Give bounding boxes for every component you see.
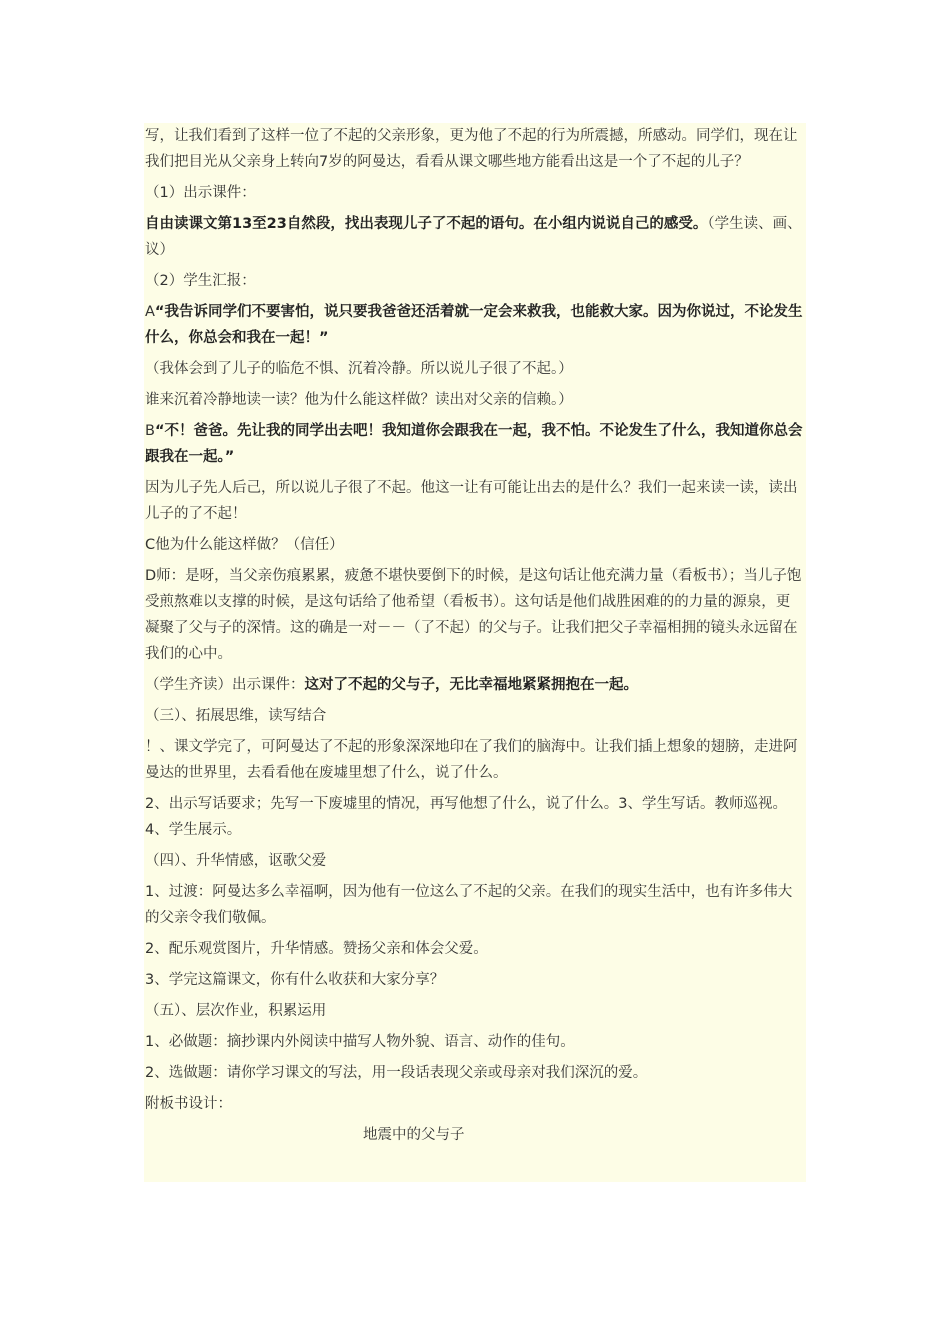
text-segment: （三）、拓展思维，读写结合 [145, 708, 327, 724]
paragraph-p6 [145, 356, 804, 382]
bold-text: “我告诉同学们不要害怕，说只要我爸爸还活着就一定会来救我，也能救大家。因为你说过，不论发生什么，你总会和我在一起！” [145, 304, 803, 346]
paragraph-p21 [145, 1029, 804, 1055]
paragraph-p14 [145, 734, 804, 786]
paragraph-p1 [145, 123, 804, 175]
paragraph-p18 [145, 936, 804, 962]
paragraph-p7 [145, 387, 804, 413]
text-segment: 2、出示写话要求；先写一下废墟里的情况，再写他想了什么，说了什么。3、学生写话。教师巡视。4、学生展示。 [145, 796, 787, 838]
text-segment: 写，让我们看到了这样一位了不起的父亲形象，更为他了不起的行为所震撼，所感动。同学们，现在让我们把目光从父亲身上转向7岁的阿曼达，看看从课文哪些地方能看出这是一个了不起的儿子？ [145, 128, 798, 170]
paragraph-p8 [145, 418, 804, 470]
highlighted-text-block [144, 123, 806, 1182]
bold-text: “不！爸爸。先让我的同学出去吧！我知道你会跟我在一起，我不怕。不论发生了什么，我知道你总会跟我在一起。” [145, 423, 803, 465]
paragraph-p10 [145, 532, 804, 558]
text-segment: （五）、层次作业，积累运用 [145, 1003, 327, 1019]
paragraph-p5 [145, 299, 804, 351]
text-segment: B [145, 423, 155, 439]
paragraph-p17 [145, 879, 804, 931]
board-title: 地震中的父与子 [363, 1127, 465, 1143]
text-segment: 3、学完这篇课文，你有什么收获和大家分享？ [145, 972, 445, 988]
paragraph-p13 [145, 703, 804, 729]
text-segment: A [145, 304, 155, 320]
paragraph-p3 [145, 211, 804, 263]
paragraph-p12 [145, 672, 804, 698]
text-segment: 1、必做题：摘抄课内外阅读中描写人物外貌、语言、动作的佳句。 [145, 1034, 575, 1050]
text-segment: （我体会到了儿子的临危不惧、沉着冷静。所以说儿子很了不起。） [145, 361, 573, 377]
text-segment: 2、配乐观赏图片，升华情感。赞扬父亲和体会父爱。 [145, 941, 488, 957]
text-segment: （1）出示课件： [145, 185, 256, 201]
bold-text: 自由读课文第13至23自然段，找出表现儿子了不起的语句。在小组内说说自己的感受。 [145, 216, 708, 232]
paragraph-p23 [145, 1091, 804, 1117]
paragraph-p22 [145, 1060, 804, 1086]
text-segment: D师：是呀，当父亲伤痕累累，疲惫不堪快要倒下的时候，是这句话让他充满力量（看板书）；当儿子饱受煎熬难以支撑的时候，是这句话给了他希望（看板书）。这句话是他们战胜困难的的力量的源泉，更凝聚了父与子的深情。这的确是一对－－（了不起）的父与子。让我们把父子幸福相拥的镜头永远留在我们的心中。 [145, 568, 802, 662]
text-segment: （2）学生汇报： [145, 273, 256, 289]
paragraph-p15 [145, 791, 804, 843]
text-segment: 2、选做题：请你学习课文的写法，用一段话表现父亲或母亲对我们深沉的爱。 [145, 1065, 648, 1081]
text-segment: （学生齐读）出示课件： [145, 677, 305, 693]
text-segment: 附板书设计： [145, 1096, 232, 1112]
paragraph-p4 [145, 268, 804, 294]
paragraph-p19 [145, 967, 804, 993]
paragraph-p9 [145, 475, 804, 527]
text-segment: C他为什么能这样做？（信任） [145, 537, 344, 553]
text-segment: 谁来沉着冷静地读一读？他为什么能这样做？读出对父亲的信赖。） [145, 392, 573, 408]
text-segment: （学生读、画、议） [145, 216, 802, 258]
text-segment: （四）、升华情感，讴歌父爱 [145, 853, 327, 869]
paragraph-p20 [145, 998, 804, 1024]
bold-text: 这对了不起的父与子，无比幸福地紧紧拥抱在一起。 [304, 677, 638, 693]
paragraph-p2 [145, 180, 804, 206]
text-segment: ！、课文学完了，可阿曼达了不起的形象深深地印在了我们的脑海中。让我们插上想象的翅膀，走进阿曼达的世界里，去看看他在废墟里想了什么，说了什么。 [145, 739, 798, 781]
text-segment: 因为儿子先人后己，所以说儿子很了不起。他这一让有可能让出去的是什么？我们一起来读一读，读出儿子的了不起！ [145, 480, 798, 522]
paragraph-p11 [145, 563, 804, 667]
paragraph-p16 [145, 848, 804, 874]
text-segment: 1、过渡：阿曼达多么幸福啊，因为他有一位这么了不起的父亲。在我们的现实生活中，也有许多伟大的父亲令我们敬佩。 [145, 884, 793, 926]
